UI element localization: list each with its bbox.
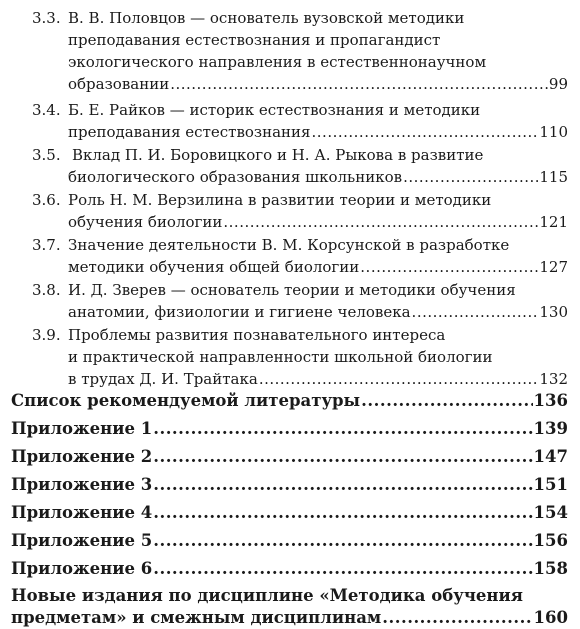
- dot-leader: [153, 419, 532, 439]
- entry-title-line: анатомии, физиологии и гигиене человека: [68, 303, 411, 321]
- entry-title: Приложение 3: [11, 475, 153, 494]
- entry-title-line: предметам» и смежным дисциплинам: [11, 608, 382, 627]
- dot-leader: [312, 123, 539, 141]
- entry-title-line: в трудах Д. И. Трайтака: [68, 370, 258, 388]
- dot-leader: [170, 75, 548, 93]
- entry-number: 3.6.: [32, 191, 61, 209]
- dot-leader: [153, 447, 532, 467]
- entry-title-line: Вклад П. И. Боровицкого и Н. А. Рыкова в развитие: [72, 146, 484, 164]
- page-number: 121: [539, 213, 568, 231]
- entry-title: Приложение 6: [11, 559, 153, 578]
- dot-leader: [360, 258, 538, 276]
- entry-number: 3.7.: [32, 236, 61, 254]
- page-number: 132: [539, 370, 568, 388]
- page-number: 130: [539, 303, 568, 321]
- dot-leader: [153, 531, 532, 551]
- page-number: 151: [533, 475, 568, 494]
- entry-title-line: обучения биологии: [68, 213, 223, 231]
- page-number: 139: [533, 419, 568, 438]
- page-number: 115: [539, 168, 568, 186]
- entry-title-line: преподавания естествознания и пропагандист: [68, 31, 441, 49]
- dot-leader: [223, 213, 538, 231]
- entry-title: Приложение 1: [11, 419, 153, 438]
- entry-title-line: Значение деятельности В. М. Корсунской в разработке: [68, 236, 510, 254]
- entry-number: 3.8.: [32, 281, 61, 299]
- entry-number: 3.3.: [32, 9, 61, 27]
- entry-title-line: преподавания естествознания: [68, 123, 311, 141]
- entry-title: Список рекомендуемой литературы: [11, 391, 361, 410]
- entry-number: 3.5.: [32, 146, 61, 164]
- page-number: 154: [533, 503, 568, 522]
- entry-number: 3.4.: [32, 101, 61, 119]
- page-number: 110: [539, 123, 568, 141]
- dot-leader: [382, 608, 532, 628]
- page-number: 127: [539, 258, 568, 276]
- dot-leader: [403, 168, 538, 186]
- dot-leader: [153, 475, 532, 495]
- entry-title-line: методики обучения общей биологии: [68, 258, 360, 276]
- entry-title-line: Роль Н. М. Верзилина в развитии теории и методики: [68, 191, 492, 209]
- dot-leader: [412, 303, 539, 321]
- entry-title-line: Б. Е. Райков — историк естествознания и методики: [68, 101, 481, 119]
- page-number: 156: [533, 531, 568, 550]
- entry-title-line: образовании: [68, 75, 170, 93]
- dot-leader: [153, 559, 532, 579]
- page-number: 147: [533, 447, 568, 466]
- dot-leader: [153, 503, 532, 523]
- dot-leader: [361, 391, 532, 411]
- entry-title-line: экологического направления в естественнонаучном: [68, 53, 487, 71]
- page-number: 136: [533, 391, 568, 410]
- page-number: 99: [548, 75, 568, 93]
- entry-title: Приложение 5: [11, 531, 153, 550]
- page-number: 158: [533, 559, 568, 578]
- entry-title-line: В. В. Половцов — основатель вузовской методики: [68, 9, 465, 27]
- entry-title-line: биологического образования школьников: [68, 168, 403, 186]
- entry-title-line: Проблемы развития познавательного интереса: [68, 326, 446, 344]
- entry-title-line: Новые издания по дисциплине «Методика обучения: [11, 586, 523, 605]
- entry-number: 3.9.: [32, 326, 61, 344]
- page-number: 160: [533, 608, 568, 627]
- entry-title: Приложение 4: [11, 503, 153, 522]
- entry-title-line: И. Д. Зверев — основатель теории и методики обучения: [68, 281, 516, 299]
- dot-leader: [259, 370, 539, 388]
- entry-title-line: и практической направленности школьной биологии: [68, 348, 493, 366]
- entry-title: Приложение 2: [11, 447, 153, 466]
